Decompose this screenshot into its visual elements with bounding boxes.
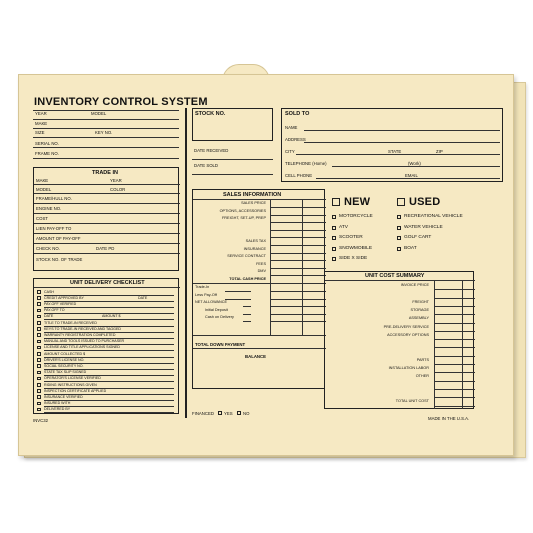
- sales-row-label: FREIGHT, SET-UP, PREP: [221, 216, 266, 221]
- label-size: SIZE: [35, 130, 45, 135]
- vehicle-type-label: SIDE X SIDE: [339, 256, 368, 261]
- label-balance: BALANCE: [245, 354, 267, 359]
- cost-row-line: [434, 323, 475, 324]
- cost-row-label: FREIGHT: [412, 299, 429, 304]
- cost-row-line: [434, 347, 475, 348]
- vehicle-type-label: SNOWMOBILE: [339, 245, 373, 251]
- label-down-payment: TOTAL DOWN PAYMENT: [195, 342, 246, 347]
- unit-cost-summary: [324, 271, 474, 409]
- label-state: STATE: [388, 149, 402, 154]
- checklist-item-label: AMOUNT COLLECTED $: [44, 351, 86, 356]
- checklist-checkbox[interactable]: [37, 290, 41, 294]
- label-address: ADDRESS: [285, 137, 306, 142]
- checklist-checkbox[interactable]: [37, 302, 41, 306]
- checklist-item-label: TITLE TO TRADE-IN RECEIVED: [44, 320, 97, 325]
- cost-row-line: [434, 331, 475, 332]
- checklist-checkbox[interactable]: [37, 383, 41, 387]
- checklist-checkbox[interactable]: [37, 340, 41, 344]
- checklist-item-label: RIDING INSTRUCTIONS GIVEN: [44, 382, 97, 387]
- checklist-checkbox[interactable]: [37, 402, 41, 406]
- checklist-item-label: PAY-OFF VERIFIED: [44, 301, 77, 306]
- label-telephone: TELEPHONE (Home): [285, 161, 327, 166]
- cost-row-label: OTHER: [415, 374, 429, 379]
- vehicle-type-checkbox[interactable]: [397, 236, 401, 240]
- vehicle-section: [33, 110, 179, 164]
- sales-row-line: [270, 275, 326, 276]
- vehicle-type-label: MOTORCYCLE: [339, 214, 373, 219]
- checklist-item-label: INSURED WITH: [44, 401, 71, 406]
- trade-row-line: [225, 299, 251, 300]
- label-financed-no: NO: [243, 411, 250, 416]
- label-year: YEAR: [35, 111, 47, 116]
- cost-row-line: [434, 298, 475, 299]
- delivery-checklist: [33, 278, 179, 414]
- vehicle-type-checkbox[interactable]: [332, 247, 336, 251]
- checklist-item-label: DATE: [44, 314, 54, 319]
- vehicle-type-label: GOLF CART: [404, 235, 432, 240]
- cost-row-line: [434, 306, 475, 307]
- cost-row-label: STORAGE: [410, 307, 429, 312]
- label-trade-frame: FRAME/HULL NO.: [36, 196, 72, 201]
- new-checkbox[interactable]: [332, 198, 340, 206]
- checklist-item-label: INSURANCE VERIFIED: [44, 394, 83, 399]
- cost-row-line: [434, 372, 475, 373]
- cost-row-label: ASSEMBLY: [408, 316, 429, 321]
- trade-row-label: Trade-In: [195, 285, 210, 289]
- stock-no-box: [192, 108, 273, 141]
- sales-row-line: [270, 237, 326, 238]
- label-cell: CELL PHONE: [285, 173, 313, 178]
- form-title: INVENTORY CONTROL SYSTEM: [34, 96, 208, 108]
- checklist-checkbox[interactable]: [37, 352, 41, 356]
- cost-row-line: [434, 356, 475, 357]
- label-trade-date: DATE PD: [96, 246, 115, 251]
- checklist-item-label: WARRANTY REGISTRATION COMPLETED: [44, 332, 116, 337]
- checklist-checkbox[interactable]: [37, 346, 41, 350]
- checklist-title: UNIT DELIVERY CHECKLIST: [70, 280, 145, 286]
- vehicle-type-checkbox[interactable]: [332, 226, 336, 230]
- checklist-item-label: CREDIT APPROVED BY: [44, 295, 84, 300]
- label-stock-no: STOCK NO.: [195, 111, 226, 117]
- vehicle-type-checkbox[interactable]: [332, 215, 336, 219]
- cost-summary-title: UNIT COST SUMMARY: [365, 273, 425, 279]
- sales-row-label: SALES TAX: [245, 239, 266, 243]
- label-trade-stock: STOCK NO. OF TRADE: [36, 257, 83, 262]
- label-trade-year: YEAR: [110, 178, 122, 183]
- label-serial-no: SERIAL NO.: [35, 141, 59, 146]
- trade-row-line: [270, 299, 326, 300]
- sales-total-label: TOTAL CASH PRICE: [229, 277, 266, 281]
- sales-row-line: [270, 245, 326, 246]
- sales-row-line: [270, 253, 326, 254]
- label-name: NAME: [285, 125, 298, 130]
- trade-row-line: [243, 321, 251, 322]
- checklist-item-label: INSPECTION CERTIFICATE APPLIED: [44, 388, 107, 393]
- checklist-item-label: DELIVERED BY: [44, 407, 71, 412]
- label-date-received: DATE RECEIVED: [194, 148, 229, 153]
- cost-row-label: PARTS: [416, 357, 429, 362]
- sales-row-line: [270, 207, 326, 208]
- checklist-checkbox[interactable]: [37, 364, 41, 368]
- cost-row-line: [434, 364, 475, 365]
- cost-row-line: [434, 339, 475, 340]
- checklist-checkbox[interactable]: [37, 389, 41, 393]
- column-divider: [185, 108, 187, 418]
- label-trade-engine: ENGINE NO.: [36, 206, 62, 211]
- trade-row-line: [270, 314, 326, 315]
- checklist-checkbox[interactable]: [37, 315, 41, 319]
- checklist-checkbox[interactable]: [37, 321, 41, 325]
- trade-in-title: TRADE IN: [92, 170, 118, 176]
- sales-row-label: INSURANCE: [243, 246, 266, 251]
- label-used: USED: [409, 196, 441, 208]
- cost-row-line: [434, 397, 475, 398]
- label-trade-color: COLOR: [110, 187, 126, 192]
- sold-to-section: [281, 108, 503, 182]
- checklist-checkbox[interactable]: [37, 395, 41, 399]
- vehicle-type-checkbox[interactable]: [332, 257, 336, 261]
- checklist-checkbox[interactable]: [37, 296, 41, 300]
- label-make: MAKE: [35, 121, 48, 126]
- checklist-item-label: KEYS TO TRADE-IN RECEIVED AND TAGGED: [44, 326, 121, 331]
- vehicle-type-label: ATV: [339, 224, 348, 230]
- cost-row-label: INSTALLATION LABOR: [388, 366, 429, 370]
- checklist-checkbox[interactable]: [37, 408, 41, 412]
- trade-row-line: [243, 306, 251, 307]
- inventory-folder: [18, 74, 514, 456]
- label-trade-amount: AMOUNT OF PAY-OFF: [36, 236, 81, 241]
- trade-row-line: [243, 314, 251, 315]
- checklist-checkbox[interactable]: [37, 327, 41, 331]
- checklist-item-label: MANUAL AND TOOLS ISSUED TO PURCHASER: [44, 339, 125, 344]
- sales-row-line: [270, 268, 326, 269]
- checklist-date-label: DATE: [138, 295, 148, 300]
- checklist-checkbox[interactable]: [37, 309, 41, 313]
- label-financed-yes: YES: [224, 411, 233, 416]
- trade-row-line: [270, 321, 326, 322]
- vehicle-type-label: BOAT: [404, 245, 417, 251]
- cost-row-label: PRE-DELIVERY SERVICE: [383, 324, 429, 329]
- vehicle-type-label: RECREATIONAL VEHICLE: [404, 214, 463, 219]
- trade-row-line: [225, 291, 251, 292]
- cost-row-line: [434, 406, 475, 407]
- label-work: (Work): [408, 161, 421, 166]
- label-city: CITY: [285, 149, 295, 154]
- checklist-checkbox[interactable]: [37, 333, 41, 337]
- label-model: MODEL: [91, 111, 107, 116]
- sales-row-label: DMV: [257, 269, 266, 274]
- label-trade-make: MAKE: [36, 178, 49, 183]
- sales-row-line: [270, 222, 326, 223]
- trade-row-label: NET ALLOWANCE: [195, 300, 228, 305]
- checklist-item-label: PAY-OFF TO: [44, 308, 65, 313]
- trade-row-label: Less Pay-Off: [195, 292, 217, 297]
- sales-row-label: FEES: [256, 261, 266, 266]
- label-financed: FINANCED: [192, 411, 214, 416]
- label-email: EMAIL: [405, 173, 418, 178]
- made-in-usa: MADE IN THE U.S.A.: [428, 416, 470, 421]
- label-new: NEW: [344, 196, 371, 208]
- label-frame-no: FRAME NO.: [35, 151, 59, 156]
- vehicle-type-label: WATER VEHICLE: [404, 224, 443, 230]
- vehicle-type-checkbox[interactable]: [397, 247, 401, 251]
- sales-row-label: OPTIONS, ACCESSORIES: [219, 208, 266, 213]
- cost-row-line: [434, 381, 475, 382]
- vehicle-type-checkbox[interactable]: [397, 226, 401, 230]
- checklist-item-label: OPERATOR'S LICENSE VERIFIED: [44, 376, 101, 381]
- trade-row-label: Initial Deposit: [205, 307, 228, 312]
- sales-row-line: [270, 215, 326, 216]
- financed-yes-checkbox[interactable]: [218, 411, 222, 415]
- trade-in-section: [33, 167, 179, 271]
- sales-row-line: [270, 260, 326, 261]
- cost-row-line: [434, 289, 475, 290]
- vehicle-type-checkbox[interactable]: [332, 236, 336, 240]
- cost-row-label: TOTAL UNIT COST: [395, 399, 429, 404]
- vehicle-type-checkbox[interactable]: [397, 215, 401, 219]
- sales-information: [192, 189, 325, 389]
- label-key-no: KEY NO.: [95, 130, 113, 135]
- label-trade-check: CHECK NO.: [36, 246, 60, 251]
- trade-row-line: [270, 291, 326, 292]
- checklist-amount-label: AMOUNT $: [102, 314, 121, 318]
- label-trade-model: MODEL: [36, 187, 52, 192]
- checklist-line: [44, 412, 174, 413]
- checklist-checkbox[interactable]: [37, 371, 41, 375]
- used-checkbox[interactable]: [397, 198, 405, 206]
- trade-row-label: Cash on Delivery: [205, 315, 234, 320]
- financed-no-checkbox[interactable]: [237, 411, 241, 415]
- vehicle-type-label: SCOOTER: [339, 235, 363, 240]
- trade-row-line: [270, 306, 326, 307]
- label-trade-cost: COST: [36, 216, 48, 221]
- sales-row-label: SERVICE CONTRACT: [227, 254, 266, 259]
- cost-row-label: ACCESSORY OPTIONS: [387, 332, 429, 337]
- cost-row-line: [434, 314, 475, 315]
- form-code: INVC32: [33, 418, 49, 423]
- checklist-item-label: SOCIAL SECURITY NO.: [44, 363, 84, 368]
- checklist-item-label: CASH: [44, 289, 54, 294]
- sales-title: SALES INFORMATION: [223, 192, 282, 198]
- stock-dates: [192, 146, 273, 176]
- sales-total-line: [193, 283, 326, 284]
- label-date-sold: DATE SOLD: [194, 163, 219, 168]
- cost-row-line: [434, 389, 475, 390]
- sold-to-title: SOLD TO: [285, 111, 310, 117]
- checklist-checkbox[interactable]: [37, 358, 41, 362]
- cost-row-label: INVOICE PRICE: [400, 283, 429, 287]
- checklist-item-label: LICENSE AND TITLE APPLICATIONS SIGNED: [44, 345, 120, 350]
- sales-row-line: [270, 230, 326, 231]
- checklist-checkbox[interactable]: [37, 377, 41, 381]
- checklist-item-label: DRIVER'S LICENSE NO.: [44, 357, 85, 362]
- checklist-item-label: STATE TAX SLIP SIGNED: [44, 370, 87, 375]
- label-zip: ZIP: [436, 149, 443, 154]
- label-trade-lien: LIEN PAY-OFF TO: [36, 226, 72, 231]
- sales-row-label: SALES PRICE: [241, 201, 266, 205]
